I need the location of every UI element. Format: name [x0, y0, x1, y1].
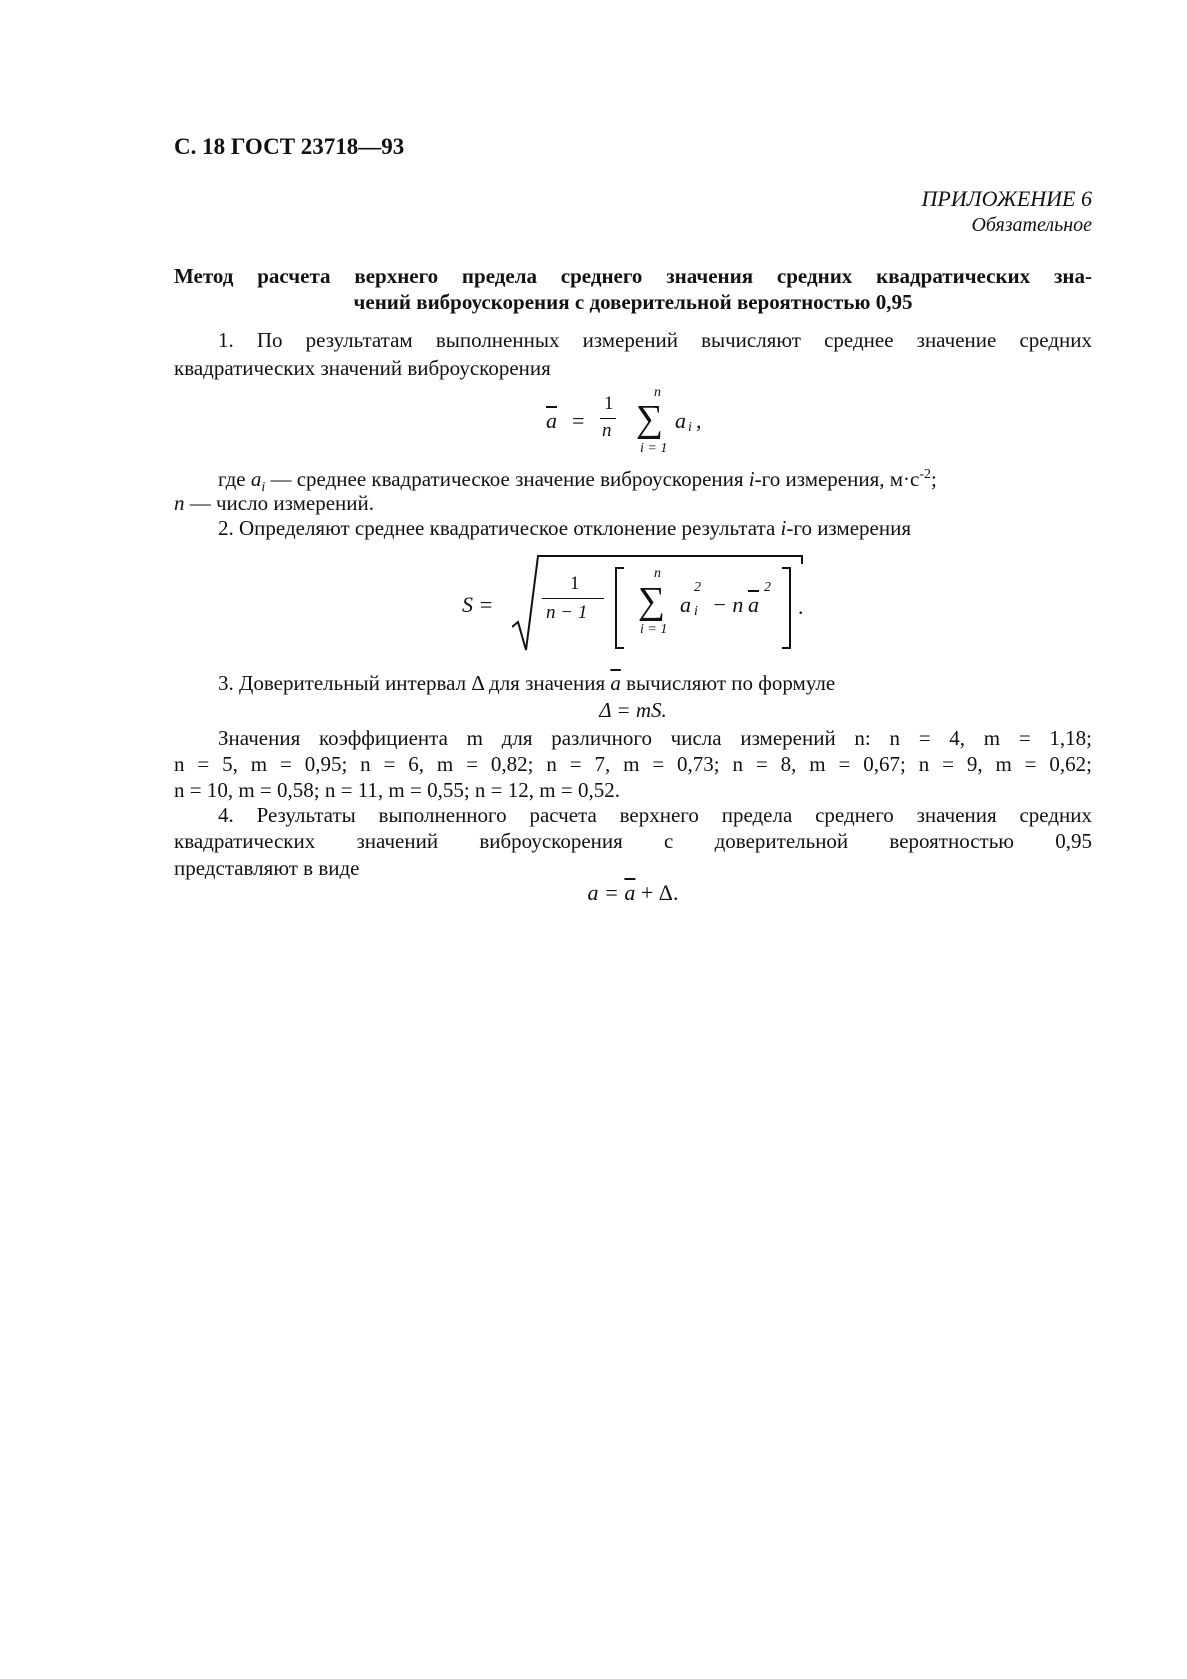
formula-num: 1 — [570, 573, 580, 594]
fraction-bar — [600, 418, 616, 419]
var: i — [748, 467, 755, 491]
formula-sup: 2 — [694, 580, 701, 595]
text: 3. Доверительный интервал Δ для значения — [218, 671, 611, 695]
formula-result — [174, 880, 1092, 906]
text: -го измерения — [786, 516, 911, 540]
var: i — [780, 516, 787, 540]
text: где — [218, 467, 246, 491]
title-line-1: Метод расчета верхнего предела среднего значения средних квадратических зна- — [174, 264, 1092, 288]
p1-line-2: квадратических значений виброускорения — [174, 356, 551, 380]
sum-symbol: ∑ — [638, 580, 666, 622]
formula-num: 1 — [604, 393, 614, 414]
formula-tail: + Δ. — [640, 880, 679, 905]
appendix-label: ПРИЛОЖЕНИЕ 6 — [921, 186, 1092, 211]
formula-interval: Δ = mS. — [599, 698, 667, 722]
sum-symbol: ∑ — [636, 398, 664, 440]
sum-bottom: i = 1 — [640, 441, 668, 456]
p4-line-1: 4. Результаты выполненного расчета верхнего предела среднего значения средних — [218, 803, 1092, 827]
where-line-2 — [174, 490, 1092, 516]
p4-line-2: квадратических значений виброускорения с доверительной вероятностью 0,95 — [174, 829, 1092, 853]
title-line-2: чений виброускорения с доверительной вероятностью 0,95 — [353, 290, 913, 314]
text: -го измерения, м·с — [754, 467, 920, 491]
formula-sup2: 2 — [764, 580, 771, 595]
text: — среднее квадратическое значение виброускорения — [265, 467, 749, 491]
formula-period: . — [798, 594, 804, 619]
sup: -2 — [919, 467, 932, 482]
var: a — [250, 467, 262, 491]
p3-line — [174, 670, 1092, 696]
text: ; — [931, 467, 937, 491]
text: — число измерений. — [184, 491, 374, 515]
formula-den: n — [602, 420, 612, 441]
formula-abar: $\overline{a}$ — [624, 880, 636, 905]
formula-sub: i — [688, 420, 692, 435]
sum-top: n — [654, 566, 661, 581]
p1-line-1: 1. По результатам выполненных измерений вычисляют среднее значение средних — [218, 328, 1092, 352]
coef-line-3: n = 10, m = 0,58; n = 11, m = 0,55; n = 12, m = 0,52. — [174, 778, 620, 802]
formula-abar: $\overline{a}$ — [748, 592, 759, 617]
formula-minus: − n — [712, 592, 744, 617]
formula-den: n − 1 — [546, 602, 588, 623]
sum-top: n — [654, 385, 661, 400]
var: n — [174, 491, 185, 515]
fraction-bar — [542, 598, 604, 599]
p2-line — [174, 515, 1092, 541]
formula-comma: , — [696, 408, 702, 433]
formula-lhs: a = — [587, 880, 619, 905]
var: $\overline{a}$ — [610, 671, 621, 695]
coef-line-1: Значения коэффициента m для различного числа измерений n: n = 4, m = 1,18; — [218, 726, 1092, 750]
formula-eq: = — [572, 408, 585, 433]
page-header: С. 18 ГОСТ 23718—93 — [174, 134, 405, 159]
formula-sub: i — [694, 604, 698, 619]
formula-lhs: S = — [462, 592, 494, 617]
formula-term: a — [680, 592, 691, 617]
coef-line-2: n = 5, m = 0,95; n = 6, m = 0,82; n = 7, m = 0,73; n = 8, m = 0,67; n = 9, m = 0,62; — [174, 752, 1092, 776]
formula-term: a — [675, 408, 686, 433]
appendix-status: Обязательное — [971, 214, 1092, 236]
text: 2. Определяют среднее квадратическое отклонение результата — [218, 516, 781, 540]
formula-mean-lhs: $\overline{a}$ — [546, 408, 557, 433]
text: вычисляют по формуле — [620, 671, 836, 695]
sum-bottom: i = 1 — [640, 622, 668, 637]
sub: i — [261, 480, 266, 496]
p4-line-3: представляют в виде — [174, 856, 360, 880]
